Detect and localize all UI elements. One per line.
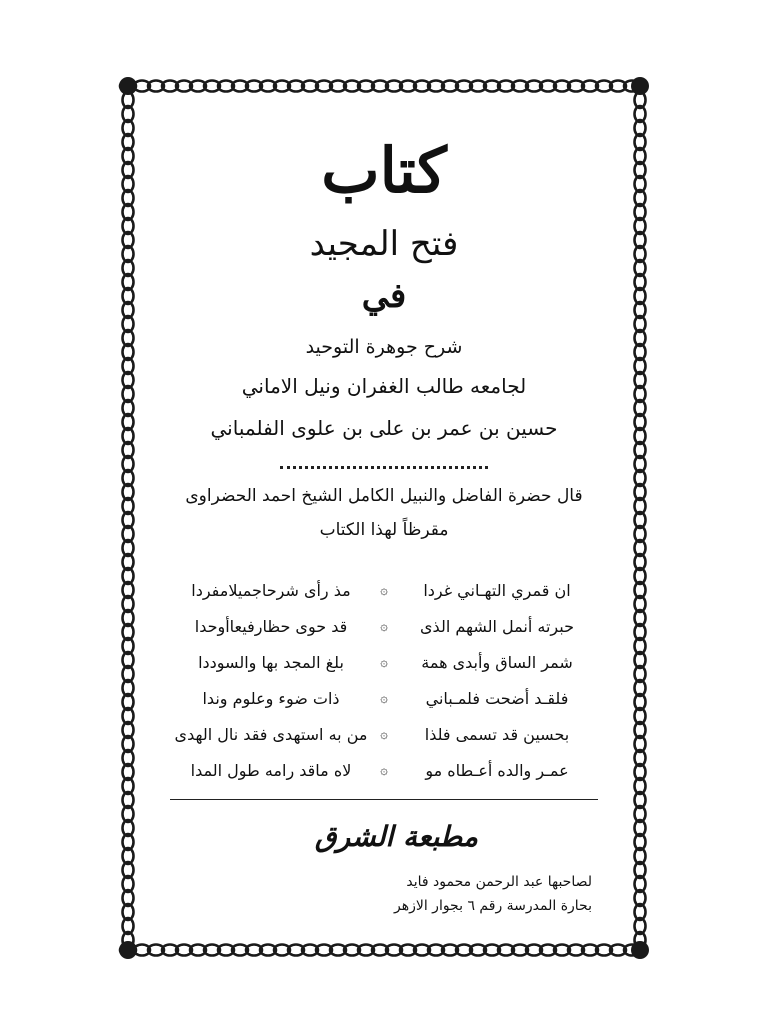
endorsement-intro-2: مقرظاً لهذا الكتاب — [319, 520, 449, 540]
verse-first-half: فلقـد أضحت فلمـباني — [425, 688, 569, 708]
decorative-divider — [280, 466, 488, 469]
author-line: حسين بن عمر بن على بن علوى الفلمباني — [210, 416, 558, 440]
verse-first-half: بحسين قد تسمى فلذا — [424, 724, 570, 744]
endorsement-intro-1: قال حضرة الفاضل والنبيل الكامل الشيخ احمد الحضراوى — [185, 486, 583, 506]
verse-line — [166, 720, 602, 748]
border-corner — [631, 77, 649, 95]
verse-second-half: بلغ المجد بها والسوددا — [198, 652, 344, 672]
verse-second-half: لاه ماقد رامه طول المدا — [190, 760, 352, 780]
verse-line — [166, 648, 602, 676]
verse-separator-icon: ۞ — [380, 618, 388, 634]
verse-second-half: قد حوى حظارفيعاأوحدا — [194, 616, 348, 636]
border-corner — [631, 941, 649, 959]
verse-separator-icon: ۞ — [380, 726, 388, 742]
verse-second-half: ذات ضوء وعلوم وندا — [202, 688, 340, 708]
book-description: شرح جوهرة التوحيد — [305, 336, 463, 358]
verse-line — [166, 576, 602, 604]
press-owner-line: لصاحبها عبد الرحمن محمود فايد — [406, 874, 592, 890]
verse-first-half: عمـر والده أعـطاه مو — [425, 760, 569, 780]
verse-separator-icon: ۞ — [380, 654, 388, 670]
verse-first-half: حبرته أنمل الشهم الذى — [420, 616, 574, 636]
verse-line — [166, 612, 602, 640]
verse-first-half: شمر الساق وأبدى همة — [421, 652, 573, 672]
press-name: مطبعة الشرق — [314, 820, 478, 853]
compiler-line: لجامعه طالب الغفران ونيل الاماني — [241, 374, 527, 398]
main-title: كتاب — [321, 134, 447, 207]
page-content — [160, 128, 608, 946]
verse-second-half: من به استهدى فقد نال الهدى — [174, 724, 368, 744]
verse-separator-icon: ۞ — [380, 762, 388, 778]
border-corner — [119, 941, 137, 959]
border-corner — [119, 77, 137, 95]
verse-separator-icon: ۞ — [380, 690, 388, 706]
press-address-line: بحارة المدرسة رقم ٦ بجوار الازهر — [393, 898, 592, 914]
horizontal-rule — [170, 799, 598, 800]
book-subtitle: فتح المجيد — [309, 224, 459, 264]
verse-second-half: مذ رأى شرحاجميلامفردا — [191, 580, 351, 600]
fi-word: في — [361, 276, 407, 316]
verse-first-half: ان قمري التهـاني غردا — [423, 580, 571, 600]
verse-line — [166, 756, 602, 784]
verse-line — [166, 684, 602, 712]
verse-separator-icon: ۞ — [380, 582, 388, 598]
